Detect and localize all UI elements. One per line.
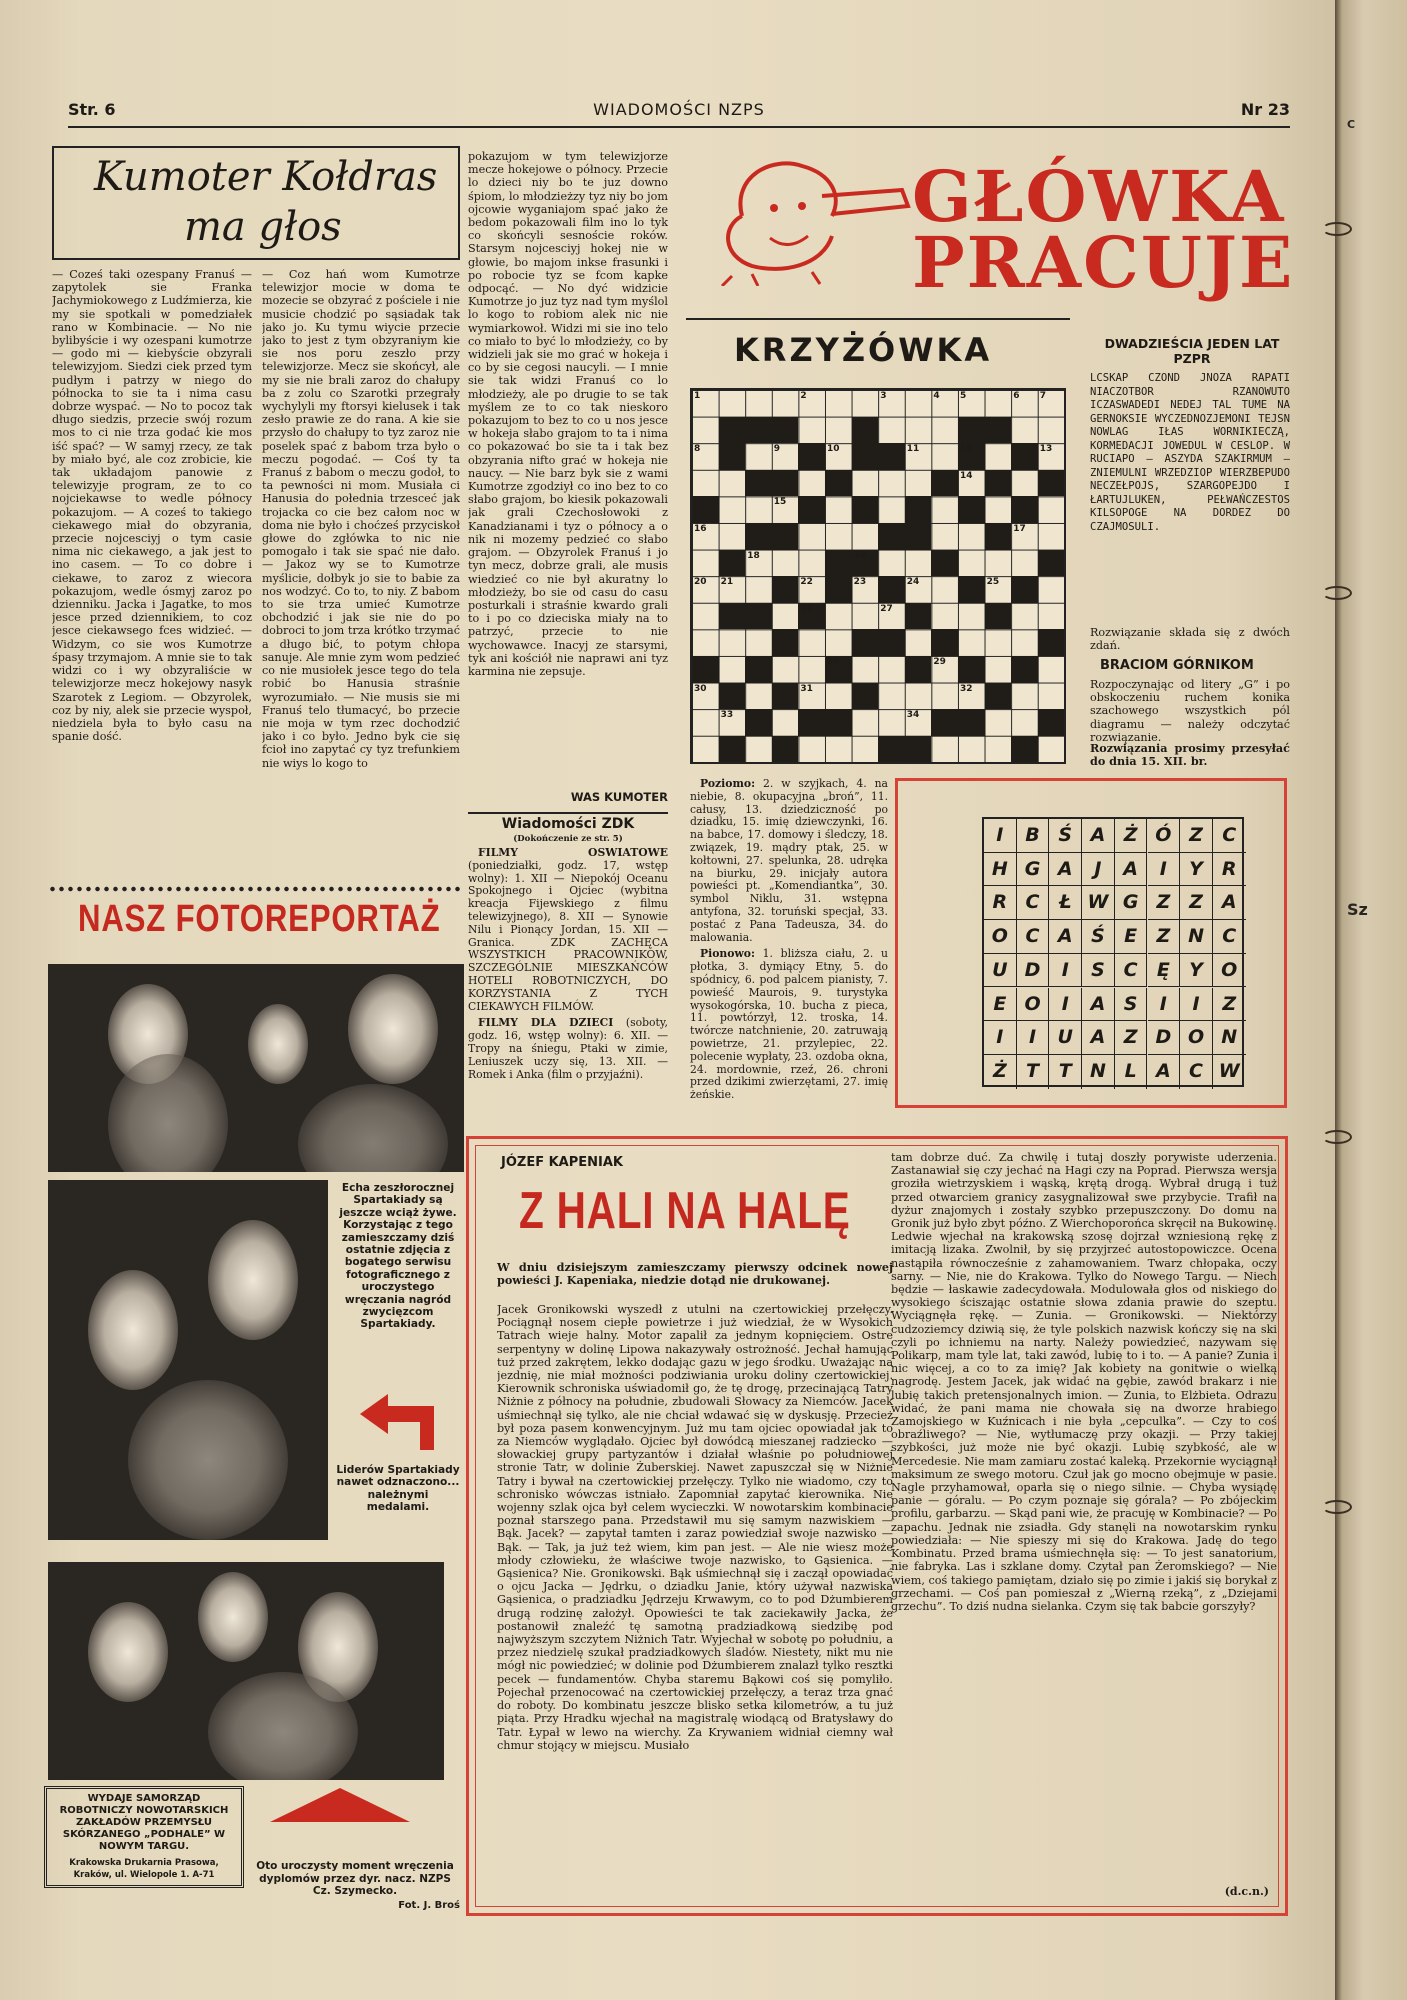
- crossword-black-cell: [772, 576, 799, 603]
- dotted-divider: [48, 884, 462, 894]
- poziomo-clues: 2. w szyjkach, 4. na niebie, 8. okupacyjna „broń”, 11. całusy, 13. dziedziczność po dziadku, 15. imię dziewczynki, 16. na babce, 17. domowy i śledczy, 18. związek, 19. mądry ptak, 25. w kołtowni, 27. spelunka, 28. udręka na biurku, 29. inicjały autora powieści pt. „Komendiantka”, 30. symbol Niklu, 31. wstępna antyfona, 32. toruński specjał, 33. postać z Pana Tadeusza, 34. do malowania.: [690, 778, 888, 944]
- letter-cell[interactable]: T: [1017, 1055, 1050, 1089]
- dwadziescia-title: DWADZIEŚCIA JEDEN LAT PZPR: [1104, 336, 1280, 366]
- kumoter-title-line2: ma głos: [184, 204, 342, 250]
- zdk-title: Wiadomości ZDK: [501, 816, 635, 832]
- kumoter-title-box: [52, 146, 460, 260]
- crossword-black-cell: [931, 470, 958, 497]
- thinking-head-icon: [712, 156, 912, 286]
- letter-cell[interactable]: U: [1049, 1021, 1082, 1055]
- crossword-number: 2: [800, 391, 807, 401]
- crossword-black-cell: [798, 709, 825, 736]
- crossword-black-cell: [1038, 550, 1065, 577]
- letter-cell[interactable]: C: [1180, 1055, 1213, 1089]
- crossword-number: 1: [694, 391, 701, 401]
- letter-cell[interactable]: A: [1148, 1055, 1181, 1089]
- letter-cell[interactable]: O: [984, 920, 1017, 954]
- binding-hole: [1322, 222, 1352, 236]
- triangle-icon: [270, 1788, 410, 1822]
- crossword-black-cell: [745, 656, 772, 683]
- letter-cell[interactable]: C: [1017, 886, 1050, 920]
- crossword-black-cell: [1011, 736, 1038, 763]
- letter-cell[interactable]: Z: [1148, 886, 1181, 920]
- kumoter-title-line1: Kumoter Kołdras: [94, 154, 438, 200]
- crossword-black-cell: [931, 550, 958, 577]
- dwadziescia-cipher: LCSKAP CZOND JNOZA RAPATI NIACZOTBOR RZANOWUTO ICZASWADEDI NEDEJ TAL TUME NA GERNOKSIE WYCZEDNOZJEMONI TEJSN NOWLAG IŁAS WORNIKIECZĄ, KORMEDACJI JOWEDUL W CESLOP. W RUCIAPO — ASZYDA SZAKIRMUM — ZNIEMULNI WRZEDZIOP WIERZBEPUDO NECZEŁPOJS, SZARGOPEJDO I ŁARTUJLUKEN, PEŁWAŃCZESTOS KILSOPOGE NA DORDEZ DO CZAJMOSULI.: [1090, 372, 1290, 533]
- crossword-black-cell: [719, 443, 746, 470]
- publisher-text: WYDAJE SAMORZĄD ROBOTNICZY NOWOTARSKICH ZAKŁADÓW PRZEMYSŁU SKÓRZANEGO „PODHALE” W NOWYM TARGU.: [59, 1793, 229, 1852]
- crossword-number: 29: [933, 657, 946, 667]
- letter-cell[interactable]: N: [1213, 1021, 1246, 1055]
- crossword-number: 8: [694, 444, 701, 455]
- letter-cell[interactable]: C: [1115, 954, 1148, 988]
- letter-cell[interactable]: Z: [1213, 988, 1246, 1022]
- letter-cell[interactable]: I: [1049, 988, 1082, 1022]
- letter-cell[interactable]: T: [1049, 1055, 1082, 1089]
- page-number: Str. 6: [68, 100, 116, 119]
- poziomo-label: Poziomo:: [700, 778, 756, 790]
- crossword-number: 25: [986, 577, 1000, 588]
- page-header: [68, 98, 1290, 128]
- letter-cell[interactable]: O: [1017, 988, 1050, 1022]
- crossword-grid[interactable]: [690, 388, 1066, 764]
- crossword-black-cell: [985, 417, 1012, 444]
- letter-cell[interactable]: Ś: [1049, 819, 1082, 853]
- letter-cell[interactable]: S: [1082, 954, 1115, 988]
- binding-hole: [1322, 1500, 1352, 1514]
- pionowo-label: Pionowo:: [700, 947, 755, 961]
- crossword-black-cell: [772, 417, 799, 444]
- crossword-black-cell: [905, 736, 932, 763]
- crossword-black-cell: [878, 523, 905, 550]
- photo-credit: Fot. J. Broś: [398, 1900, 460, 1911]
- letter-cell[interactable]: Ż: [1115, 819, 1148, 853]
- letter-cell[interactable]: Z: [1180, 886, 1213, 920]
- crossword-black-cell: [905, 603, 932, 630]
- crossword-black-cell: [985, 683, 1012, 710]
- pionowo-clues: 1. bliższa ciału, 2. u płotka, 3. dymiący Etny, 5. do spódnicy, 6. pod palcem pianisty, 7. powieść Maurois, 9. turystyka wysokogórska, 10. bucha z pieca, 11. powtórzył, 12. troska, 14. twórcze natchnienie, 20. zatruwają powietrze, 21. przylepiec, 22. polecenie wypłaty, 23. ozdoba okna, 24. mordownie, rzeź, 26. chroni przed dzikimi zwierzętami, 27. imię żeńskie.: [690, 947, 888, 1102]
- letter-cell[interactable]: A: [1213, 886, 1246, 920]
- crossword-number: 15: [773, 497, 787, 508]
- crossword-black-cell: [958, 709, 985, 736]
- kumoter-signature: WAS KUMOTER: [570, 790, 668, 804]
- crossword-black-cell: [878, 736, 905, 763]
- crossword-black-cell: [985, 603, 1012, 630]
- binding-hole: [1322, 586, 1352, 600]
- photo-3: [48, 1562, 444, 1780]
- story-author: JÓZEF KAPENIAK: [501, 1155, 623, 1170]
- photo-caption-3: Oto uroczysty moment wręczenia dyplomów przez dyr. nacz. NZPS Cz. Szymecko.: [256, 1860, 454, 1897]
- kumoter-column-3: pokazujom w tym telewizjorze mecze hokejowe o północy. Przecie lo dzieci niy bo te juz downo śpiom, lo młodzieżzy tyz niy bo jom ojcowie wyganiajom spać jako że bedom pokazowali film ino lo tyk co skońcyli sesnoście roków. Starsym nojcesciyj hokej nie w głowie, bo majom inkse frasunki i po robocie tyz se fcom kapke odpocąć. — No dyć widzicie Kumotrze jo juz tyz nad tym myślol lo kogo to robiom alek nic nie wymiarkowoł. Widzi mi sie ino telo co miało to być lo młodzieży, co by widzieli jak sie mo grać w hokeja i co by sie cegosi naucyli. — I mnie sie tak widzi Franuś co lo młodzieży, ale po drugie to se tak myślem ze to co tak nieskoro pokazujom to bez to co u nos jesce w hokeja słabo grajom to ta i nima co pokazować bo sie ta i tak bez obzyrania nifto grać w hokeja nie naucy. — Nie barz byk sie z wami Kumotrze zgodziył co ino bez to co słabo grajom, bo kiesik pokazowali jak grali Czechosłowoki z Kanadzianami i tyz o północy a o nik ni mozemy pedzieć co słabo grajom. — Obzyrolek Franuś i jo tyn mecz, dobrze grali, ale musis wiedzieć co nie był akuratny lo młodzieży, bo sie od casu do casu posturkali i straśnie kwardo grali to i po co dzieciska miały na to patrzyć, przecie to nie wychowawce. Inacyj ze starsymi, tyk ani kościół nie naprawi ani tyz karmina nie zepsuje.: [468, 150, 668, 678]
- crossword-black-cell: [852, 417, 879, 444]
- letter-cell[interactable]: C: [1213, 920, 1246, 954]
- glowka-title-line1: GŁÓWKA: [912, 155, 1286, 238]
- crossword-number: 9: [773, 444, 781, 455]
- letter-cell[interactable]: A: [1049, 853, 1082, 887]
- krzyzowka-title: KRZYŻÓWKA: [734, 331, 993, 369]
- crossword-black-cell: [825, 709, 852, 736]
- letter-cell[interactable]: I: [1180, 988, 1213, 1022]
- letter-cell[interactable]: I: [1148, 853, 1181, 887]
- story-title: Z HALI NA HALĘ: [519, 1182, 851, 1240]
- zdk-rule: [468, 812, 668, 814]
- story-box: [466, 1136, 1288, 1916]
- crossword-number: 22: [800, 577, 813, 588]
- letter-cell[interactable]: D: [1017, 954, 1050, 988]
- crossword-black-cell: [692, 656, 719, 683]
- story-lead: W dniu dzisiejszym zamieszczamy pierwszy odcinek nowej powieści J. Kapeniaka, niedzie dotąd nie drukowanej.: [497, 1260, 893, 1288]
- photo-caption-1: Echa zeszłorocznej Spartakiady są jeszcze wciąż żywe. Korzystając z tego zamieszczamy dziś ostatnie zdjęcia z bogatego serwisu fotograficznego z uroczystego wręczania nagród zwycięzcom Spartakiady.: [339, 1182, 457, 1331]
- crossword-number: 23: [853, 577, 867, 588]
- crossword-number: 5: [960, 391, 967, 401]
- next-page-edge: C Sz: [1335, 0, 1407, 2000]
- crossword-black-cell: [825, 550, 852, 577]
- letter-cell[interactable]: R: [1213, 853, 1246, 887]
- crossword-number: 20: [694, 577, 707, 588]
- crossword-number: 26: [800, 603, 813, 614]
- letter-cell[interactable]: A: [1082, 819, 1115, 853]
- crossword-black-cell: [958, 656, 985, 683]
- zdk-body: [468, 847, 668, 1172]
- crossword-number: 31: [800, 683, 813, 694]
- crossword-black-cell: [852, 629, 879, 656]
- crossword-black-cell: [905, 523, 932, 550]
- letter-cell[interactable]: I: [1148, 988, 1181, 1022]
- crossword-black-cell: [852, 496, 879, 523]
- crossword-black-cell: [985, 470, 1012, 497]
- letter-cell[interactable]: R: [984, 886, 1017, 920]
- letter-cell[interactable]: S: [1115, 988, 1148, 1022]
- printer-text: Krakowska Drukarnia Prasowa, Kraków, ul. Wielopole 1. A-71: [69, 1858, 219, 1880]
- letter-cell[interactable]: A: [1082, 988, 1115, 1022]
- crossword-black-cell: [825, 576, 852, 603]
- letter-cell[interactable]: J: [1082, 853, 1115, 887]
- story-column-2: tam dobrze duć. Za chwilę i tutaj doszły porywiste uderzenia. Zastanawiał się czy jechać na Hagi czy na Poprad. Pierwsza wersja groziła wietrzyskiem i wąską, krętą drogą. Wybrał drugą i tuż przed otwarciem granicy zasygnalizował swe przybycie. Trafił na dyżur znajomych i zostały szybko przepuszczony. Do domu na Gronik już było zbyt późno. Z Wierchoporońca skręcił na Bukowinę. Ledwie wjechał na krakowską szosę dojrzał wzniesioną rękę z imitacją lizaka. Zwolnił, by się przyjrzeć autostopowiczce. Ocena nastąpiła równocześnie z zahamowaniem. Twarz chłopaka, oczy sarny. — Nie, nie do Krakowa. Tylko do Nowego Targu. — Niech będzie — łaskawie zadecydowała. Modulowała głos od niskiego do wysokiego ściszając ostatnie słowa zdania prawie do szeptu. Wyciągnęła rękę. — Zunia. — Gronikowski. — Niektórzy cudzoziemcy dziwią się, że tyle polskich nazwisk kończy się na ski czyli po ichniemu na narty. Należy powiedzieć, nazywam się Polikarp, mam tyle lat, taki zawód, lubię to i to. — A panie? Zunia i nic więcej, a co to za imię? Jak kobiety na gonitwie o wielką nagrodę. Jestem Jacek, jak widać na gębie, zawód brakarz i nie lubię takich pretensjonalnych imion. — Zunia, to Elżbieta. Odrazu widać, że pani mama nie chowała się na dworze hrabiego Zamojskiego w Kuźnicach i nie była „cepculka”. — Czy to coś obraźliwego? — Nie, wytłumaczę przy okazji. — Przy takiej szybkości, już może nie być okazji. Lubię szybkość, ale w Mercedesie. Nie mam zamiaru zostać kaleką. Przekornie wyciągnął maksimum ze swego motoru. Czuł jak go mocno obejmuje w pasie. Nagle przyhamował, oparła się o niego silnie. — Chyba wysiądę panie — góralu. — Po czym poznaje się górala? — Po zbójeckim profilu, garbarzu. — Skąd pani wie, że pracuję w Kombinacie? — Po zapachu. Jednak nie zsiadła. Gdy stanęli na nowotarskim rynku powiedziała: — Nie spieszy mi się do Krakowa. Jadę do tego Kombinatu. Przed brama uśmiechnęła się: — To jest sanatorium, nie fabryka. Las i szklane domy. Czytał pan Żeromskiego? — Nie wiem, coś takiego pamiętam, działo się po zimie i jakiś się borykał z grzechami. — Coś pan pomieszał z „Wierną rzeką”, z „Dziejami grzechu”. To dziś nudna sielanka. Czym się tak babcie gorszyły?: [891, 1151, 1277, 1613]
- letter-cell[interactable]: W: [1218, 1059, 1240, 1082]
- letter-cell[interactable]: U: [984, 954, 1017, 988]
- photo-1: [48, 964, 464, 1172]
- crossword-black-cell: [772, 523, 799, 550]
- crossword-black-cell: [878, 443, 905, 470]
- crossword-black-cell: [878, 576, 905, 603]
- arrow-icon: [360, 1390, 438, 1454]
- letter-cell[interactable]: E: [984, 988, 1017, 1022]
- crossword-number: 27: [880, 603, 893, 614]
- crossword-number: 24: [906, 577, 920, 588]
- letter-cell[interactable]: G: [1017, 853, 1050, 887]
- letter-cell[interactable]: C: [1213, 819, 1246, 853]
- photo-caption-2: Liderów Spartakiady nawet odznaczono... należnymi medalami.: [336, 1464, 460, 1514]
- crossword-black-cell: [1011, 443, 1038, 470]
- letter-cell[interactable]: H: [984, 853, 1017, 887]
- crossword-black-cell: [1011, 576, 1038, 603]
- letter-cell[interactable]: Ż: [984, 1055, 1017, 1089]
- deadline-note: Rozwiązania prosimy przesyłać do dnia 15. XII. br.: [1090, 741, 1290, 769]
- crossword-number: 17: [1013, 524, 1026, 534]
- crossword-number: 6: [1013, 391, 1020, 401]
- crossword-number: 12: [960, 444, 973, 455]
- crossword-black-cell: [958, 576, 985, 603]
- crossword-number: 28: [827, 657, 840, 667]
- crossword-number: 11: [906, 444, 920, 455]
- letter-puzzle-box: [895, 778, 1287, 1108]
- glowka-title-line2: PRACUJE: [912, 221, 1295, 304]
- zdk-films-dz: (soboty, godz. 16, wstęp wolny): 6. XII. — Tropy na śniegu, Ptaki w zimie, Leniuszek uczy się, 13. XII. — Romek i Anka (film o przyjaźni).: [468, 1016, 668, 1081]
- letter-cell[interactable]: A: [1049, 920, 1082, 954]
- letter-cell[interactable]: N: [1180, 920, 1213, 954]
- crossword-black-cell: [772, 470, 799, 497]
- crossword-number: 10: [827, 444, 840, 455]
- crossword-number: 21: [720, 577, 734, 588]
- crossword-number: 19: [853, 550, 867, 561]
- letter-cell[interactable]: Ę: [1148, 954, 1181, 988]
- crossword-black-cell: [719, 550, 746, 577]
- zdk-films-dz-label: FILMY DLA DZIECI: [478, 1016, 614, 1030]
- zdk-subtitle: (Dokończenie ze str. 5): [513, 834, 623, 844]
- braciom-title: BRACIOM GÓRNIKOM: [1100, 658, 1254, 673]
- glowka-title: [912, 155, 1295, 304]
- crossword-number: 33: [720, 710, 734, 721]
- letter-cell[interactable]: Y: [1180, 853, 1213, 887]
- crossword-black-cell: [798, 496, 825, 523]
- binding-hole: [1322, 1130, 1352, 1144]
- crossword-black-cell: [745, 709, 772, 736]
- crossword-black-cell: [692, 496, 719, 523]
- letter-cell[interactable]: C: [1017, 920, 1050, 954]
- crossword-number: 18: [747, 550, 760, 561]
- letter-cell[interactable]: A: [1115, 853, 1148, 887]
- crossword-black-cell: [852, 443, 879, 470]
- letter-cell[interactable]: O: [1180, 1021, 1213, 1055]
- letter-cell[interactable]: Z: [1180, 819, 1213, 853]
- crossword-black-cell: [719, 603, 746, 630]
- crossword-black-cell: [878, 629, 905, 656]
- letter-cell[interactable]: Z: [1148, 920, 1181, 954]
- crossword-black-cell: [719, 736, 746, 763]
- crossword-clues: [690, 778, 888, 1118]
- crossword-black-cell: [958, 417, 985, 444]
- crossword-black-cell: [1038, 709, 1065, 736]
- crossword-black-cell: [931, 709, 958, 736]
- publisher-box: [44, 1786, 244, 1888]
- letter-cell[interactable]: I: [1017, 1021, 1050, 1055]
- crossword-number: 30: [694, 683, 707, 694]
- crossword-number: 14: [960, 470, 973, 481]
- crossword-black-cell: [1038, 629, 1065, 656]
- crossword-number: 16: [694, 524, 707, 534]
- letter-cell[interactable]: G: [1115, 886, 1148, 920]
- foto-title: NASZ FOTOREPORTAŻ: [78, 898, 441, 940]
- crossword-black-cell: [985, 523, 1012, 550]
- crossword-number: 3: [880, 391, 887, 401]
- crossword-black-cell: [772, 629, 799, 656]
- kumoter-column-1: — Coześ taki ozespany Franuś — zapytolek sie Franka Jachymiokowego z Ludźmierza, kie my sie spotkali w pomedziałek rano w Kombinacie. — No nie bylibyście i wy ozespani kumotrze — godo mi — kiebyście obzyrali telewizyjom. Siedzi ciek przed tym pudłym i patrzy w niego do północka to sie ta i nima casu dobrze wyspać. — No to pocoz tak długo siedzis, przecie swój rozum mos to ci nie trza godać kie mos iść spać? — W samyj rzecy, ze tak by miało być, ale coz zrobicie, kie tak układajom panowie z telewizyje program, ze to co nojciekawse to wedle północy pokazujom. — A coześ to takiego ciekawego miał do obzyrania, przecie nojcesciyj o tym casie nima nic ciekawego, a jak jest to ino casem. — To co dobre i ciekawe, to zaroz z wiecora pokazujom, wedle ósmyj zaroz po dzienniku. Jacka i Jagatke, to mos jesce przed dziennikiem, to coz jesce ciekawsego fces widzieć. — Widzym, co sie wos Kumotrze śpasy trzymajom. A mnie sie to tak widzi co i wy obzyraliście w telewizjorze mecz hokejowy nasyk Szarotek z Legiom. — Obzyrolek, coz by niy, alek sie przecie wyspoł, niedziela była to było casu na spanie dość.: [52, 268, 252, 744]
- crossword-black-cell: [719, 417, 746, 444]
- letter-cell[interactable]: Ó: [1148, 819, 1181, 853]
- photo-2: [48, 1180, 328, 1540]
- letter-cell[interactable]: Y: [1180, 954, 1213, 988]
- braciom-text: Rozpoczynając od litery „G” i po obskoczeniu ruchem konika szachowego wszystkich pól diagramu — należy odczytać rozwiązanie.: [1090, 678, 1290, 744]
- crossword-number: 4: [933, 391, 940, 401]
- letter-cell[interactable]: Ś: [1082, 920, 1115, 954]
- crossword-number: 13: [1039, 444, 1053, 455]
- zdk-films-osw: (poniedziałki, godz. 17, wstęp wolny): 1. XII — Niepokój Oceanu Spokojnego i Ojciec (wybitna kreacja Fijewskiego z filmu telewizyjnego), 8. XII — Synowie Nilu i Pionący Jordan, 15. XII — Granica. ZDK ZACHĘCA WSZYSTKICH PRACOWNIKÓW, SZCZEGÓLNIE MIESZKAŃCÓW HOTELI ROBOTNICZYCH, DO KORZYSTANIA Z TYCH CIEKAWYCH FILMÓW.: [468, 858, 668, 1013]
- crossword-black-cell: [1011, 496, 1038, 523]
- rozwiazanie-note: Rozwiązanie składa się z dwóch zdań.: [1090, 626, 1290, 653]
- story-continued: (d.c.n.): [1224, 1885, 1269, 1898]
- crossword-number: 34: [906, 710, 920, 721]
- letter-cell[interactable]: Ł: [1049, 886, 1082, 920]
- crossword-black-cell: [1011, 656, 1038, 683]
- rule: [686, 318, 1070, 320]
- crossword-black-cell: [772, 736, 799, 763]
- letter-cell[interactable]: A: [1082, 1021, 1115, 1055]
- letter-cell[interactable]: O: [1213, 954, 1246, 988]
- letter-cell[interactable]: E: [1115, 920, 1148, 954]
- crossword-black-cell: [905, 656, 932, 683]
- crossword-black-cell: [745, 603, 772, 630]
- letter-cell[interactable]: Z: [1115, 1021, 1148, 1055]
- newspaper-title: WIADOMOŚCI NZPS: [593, 100, 765, 119]
- kumoter-column-2: — Coz hań wom Kumotrze telewizjor mocie w doma te mozecie se obzyrać z pościele i nie musicie chodzić po sąsiadak tak jako jo. Ku tymu wiycie przecie jako to jest z tym obzyraniym kie sie nos poru zeszło przy telewizjorze. Mecz sie skońcył, ale my sie nie brali zaroz do chałupy ba z zolu co Szarotki przegrały wychylyli my ftorsyi kielusek i tak zesło prawie ze do rana. A kie sie przysło do chałupy to tyz zaroz nie poselek spać z babom trza było o meczu pogodać. — Coś ty ta Franuś z babom o meczu godoł, to ta pewności ni mom. Musiała ci Hanusia do połednia trzesceć jak trojacka co cie bez całom noc w doma nie było i choćześ przyciskoł głowe do zgłówka to nic nie pomogało i tak sie spać nie dało. — Jakoz wy se to Kumotrze myślicie, dołbyk jo sie to babie za nos wodzyć. Co to, to niy. Z babom to sie trza umieć Kumotrze obchodzić i jak sie nie do po dobroci to jom trza krótko trzymać a długo bić, to potym chłopa sanuje. Ale mnie zym wom pedzieć co nie musiołek jesce tego do tela robić bo Hanusia straśnie wyrozumiało. — Nie musis sie mi Franuś telo tłumacyć, bo przecie nie moja w tym rzec dochodzić jako i co było. Jedno byk cie się fcioł ino zapytać cy tyz trefunkiem nie wiys lo kogo to: [262, 268, 460, 770]
- letter-cell[interactable]: L: [1115, 1055, 1148, 1089]
- crossword-black-cell: [958, 496, 985, 523]
- letter-cell[interactable]: D: [1148, 1021, 1181, 1055]
- letter-cell[interactable]: I: [1049, 954, 1082, 988]
- letter-cell[interactable]: I: [984, 819, 1017, 853]
- crossword-black-cell: [772, 683, 799, 710]
- letter-cell[interactable]: B: [1017, 819, 1050, 853]
- story-column-1: Jacek Gronikowski wyszedł z utulni na czertowickiej przełęczy. Pociągnął nosem ciepłe powietrze i już wiedział, że w Wysokich Tatrach wieje halny. Motor zapalił za jednym kopnięciem. Ostre serpentyny w dolinę Lipowa nakazywały ostrożność. Jechał hamując tuż przed zakrętem, lekko dodając gazu w jego środku. Uważając na jezdnię, nie miał możności podziwiania uroku doliny czertowickiej. Kierownik schroniska uświadomił go, że tę drogę, przecinającą Tatry Niżnie z północy na południe, zbudowali Słowacy za Niemców. Jacek uśmiechnął się tylko, ale nie chciał wdawać się w dyskusję. Przecież był poza pasem konwencyjnym. Już mu tam ojciec opowiadał jak to za Niemców wyglądało. Ojciec był dowódcą mieszanej radziecko — słowackiej grupy partyzantów i działał właśnie po południowej stronie Tatr, w dolinie Żuberskiej. Nawet zapuszczał się w Niżnie Tatry i bywał na czertowickiej przełęczy. Tylko nie wiadomo, czy to schronisko wówczas istniało. Zapomniał zapytać kierownika. Nie wojenny szlak ojca był celem wycieczki. W nowotarskim kombinacie poznał starszego pana. Przedstawił mu się samym nazwiskiem — Bąk. Jacek? — zapytał tamten i zaraz powiedział swoje nazwisko — Bąk. — Tak, ja już też wiem, kim pan jest. — Ale nie wiesz może młody człowieku, że właściwe twoje nazwisko, to Gąsienica. — Gąsienica? Nie. Gronikowski. Bąk uśmiechnął się i zaczął opowiadać o ojcu Jacka — Jędrku, o dziadku Janie, który używał nazwiska Gąsienica, o pradziadku Jędrzeju Krwawym, co to pod Dżumbierem drugą rodzinę założył. Opowieści te tak zaciekawiły Jacka, że postanowił znaleźć tę samotną pradziadkową siedzibę pod najwyższym szczytem Niżnich Tatr. Wyjechał w sobotę po południu, a przez niedzielę szukał pradziadkowych śladów. Niestety, nikt mu nie mógł nic powiedzieć; w dolinie pod Dżumbierem znalazł tylko resztki pecek — fundamentów. Chyba staremu Bąkowi coś się pomyliło. Pojechał przenocować na czertowickiej przełęczy, a teraz trza gnać do roboty. Do kombinatu jeszcze blisko setka kilometrów, a tu już piąta. Przy Hradku wjechał na magistralę wiodącą od Bratysławy do Tatr. Łypał w lewo na wierchy. Za Krywaniem widniał ciemny wał chmur stojący w miejscu. Musiało: [497, 1303, 893, 1752]
- issue-number: Nr 23: [1240, 100, 1290, 119]
- letter-cell[interactable]: N: [1082, 1055, 1115, 1089]
- letter-cell[interactable]: W: [1082, 886, 1115, 920]
- letter-grid[interactable]: [982, 817, 1244, 1087]
- crossword-black-cell: [719, 683, 746, 710]
- crossword-black-cell: [931, 629, 958, 656]
- crossword-black-cell: [798, 443, 825, 470]
- crossword-number: 32: [960, 683, 973, 694]
- zdk-films-osw-label: FILMY OŚWIATOWE: [478, 847, 668, 859]
- crossword-black-cell: [745, 523, 772, 550]
- crossword-black-cell: [745, 417, 772, 444]
- crossword-black-cell: [745, 470, 772, 497]
- crossword-black-cell: [852, 683, 879, 710]
- crossword-black-cell: [1038, 470, 1065, 497]
- letter-cell[interactable]: I: [984, 1021, 1017, 1055]
- crossword-black-cell: [825, 470, 852, 497]
- crossword-number: 7: [1039, 391, 1047, 401]
- crossword-black-cell: [905, 496, 932, 523]
